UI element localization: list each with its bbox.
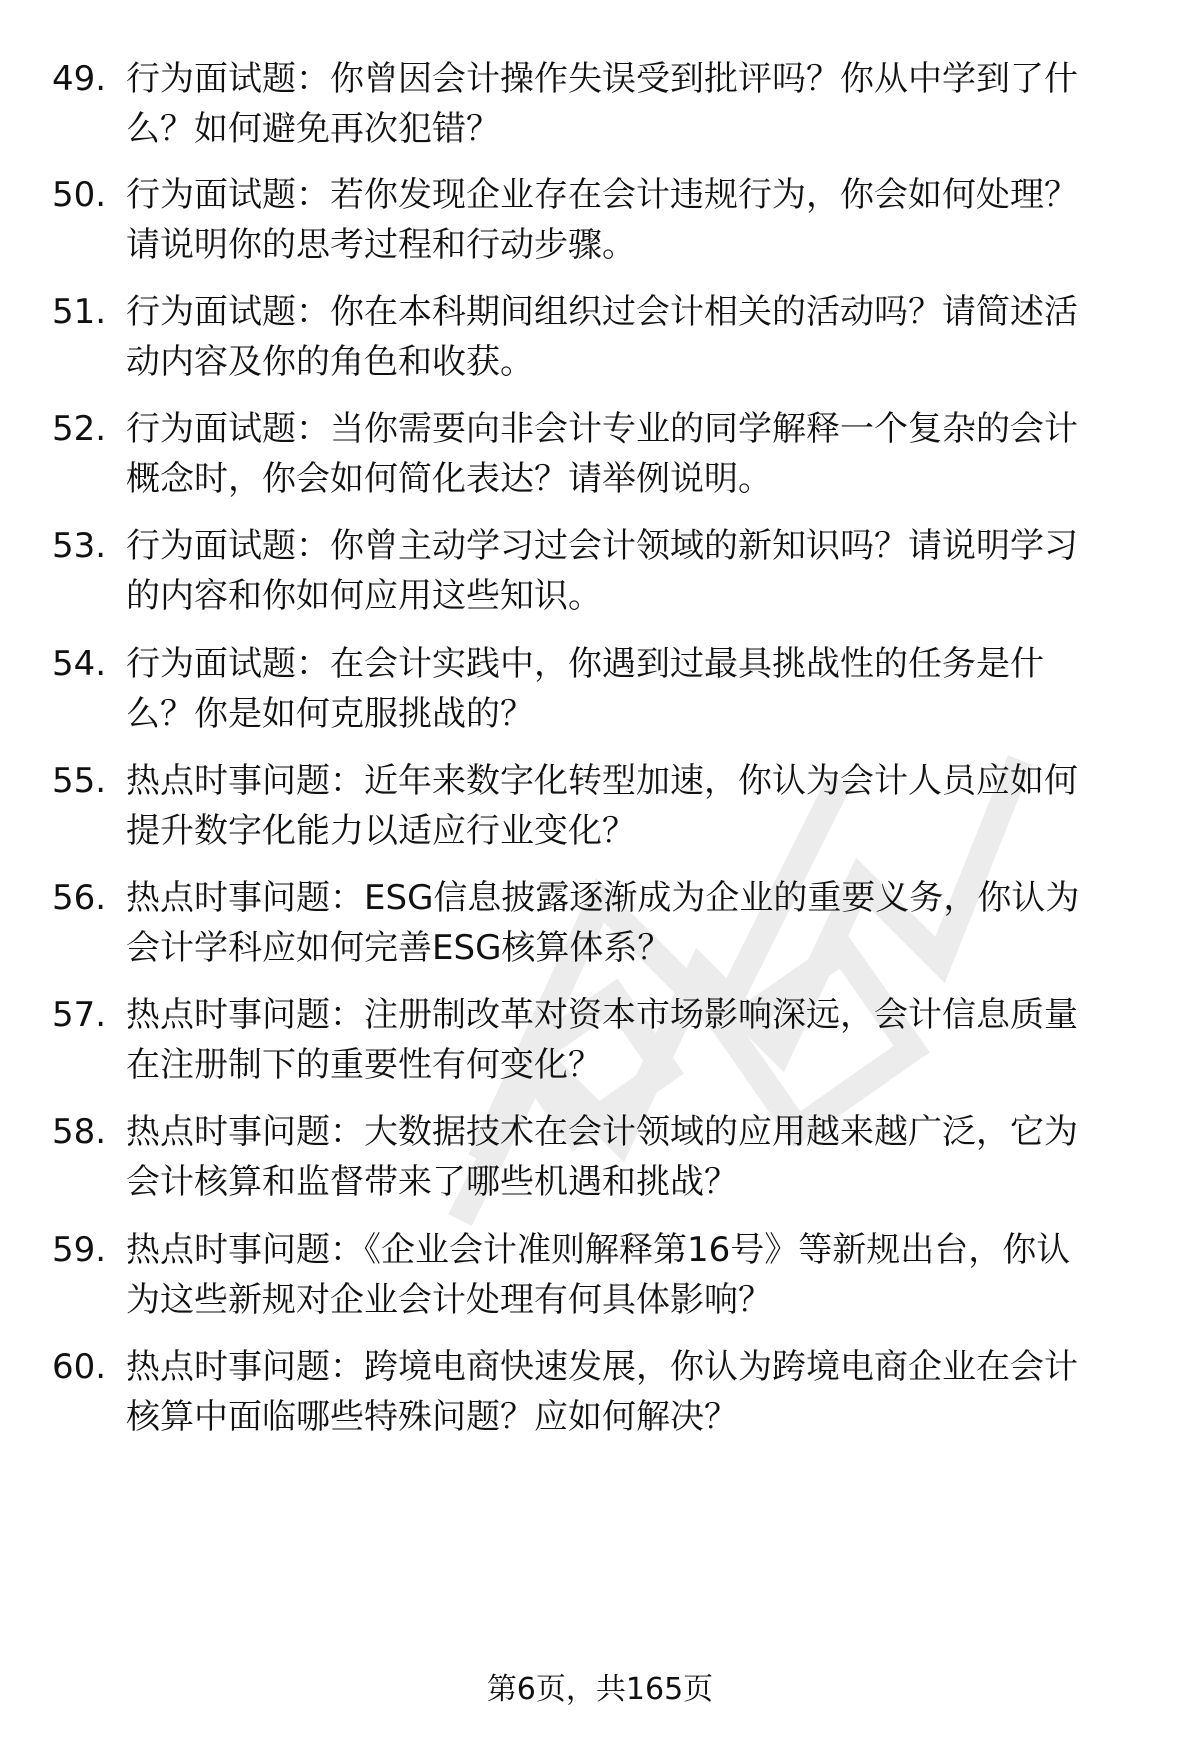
- question-number: 57.: [52, 995, 107, 1035]
- question-item: [52, 1342, 1152, 1442]
- question-line: 在注册制下的重要性有何变化？: [126, 1045, 602, 1085]
- question-line: 行为面试题：若你发现企业存在会计违规行为，你会如何处理？: [126, 175, 1078, 215]
- question-text: [126, 756, 1136, 856]
- question-line: 请说明你的思考过程和行动步骤。: [126, 225, 636, 265]
- question-line: 概念时，你会如何简化表达？请举例说明。: [126, 459, 772, 499]
- question-line: 提升数字化能力以适应行业变化？: [126, 811, 636, 851]
- question-line: 么？如何避免再次犯错？: [126, 109, 500, 149]
- question-line: 行为面试题：你在本科期间组织过会计相关的活动吗？请简述活: [126, 292, 1078, 332]
- question-number: 50.: [52, 175, 107, 215]
- question-line: 为这些新规对企业会计处理有何具体影响？: [126, 1280, 772, 1320]
- question-item: [52, 990, 1152, 1090]
- question-line: 热点时事问题：近年来数字化转型加速，你认为会计人员应如何: [126, 761, 1078, 801]
- question-item: [52, 756, 1152, 856]
- question-line: 行为面试题：你曾因会计操作失误受到批评吗？你从中学到了什: [126, 59, 1078, 99]
- question-line: 热点时事问题：注册制改革对资本市场影响深远，会计信息质量: [126, 995, 1078, 1035]
- question-item: [52, 521, 1152, 621]
- question-line: 会计学科应如何完善ESG核算体系？: [126, 928, 672, 968]
- question-line: 热点时事问题：ESG信息披露逐渐成为企业的重要义务，你认为: [126, 878, 1080, 918]
- question-text: [126, 521, 1136, 621]
- question-number: 55.: [52, 761, 107, 801]
- question-line: 行为面试题：你曾主动学习过会计领域的新知识吗？请说明学习: [126, 526, 1078, 566]
- question-line: 热点时事问题：《企业会计准则解释第16号》等新规出台，你认: [126, 1230, 1071, 1270]
- question-line: 热点时事问题：跨境电商快速发展，你认为跨境电商企业在会计: [126, 1347, 1078, 1387]
- question-number: 59.: [52, 1230, 107, 1270]
- question-text: [126, 404, 1136, 504]
- question-number: 56.: [52, 878, 107, 918]
- question-number: 53.: [52, 526, 107, 566]
- question-text: [126, 1225, 1136, 1325]
- question-text: [126, 170, 1136, 270]
- question-line: 行为面试题：在会计实践中，你遇到过最具挑战性的任务是什: [126, 644, 1044, 684]
- question-line: 核算中面临哪些特殊问题？应如何解决？: [126, 1397, 738, 1437]
- question-item: [52, 639, 1152, 739]
- question-line: 么？你是如何克服挑战的？: [126, 694, 534, 734]
- question-line: 的内容和你如何应用这些知识。: [126, 576, 602, 616]
- question-text: [126, 287, 1136, 387]
- question-item: [52, 287, 1152, 387]
- question-text: [126, 1342, 1136, 1442]
- question-number: 49.: [52, 59, 107, 99]
- question-text: [126, 639, 1136, 739]
- page-footer: 第6页，共165页: [486, 1672, 714, 1707]
- question-number: 54.: [52, 644, 107, 684]
- question-item: [52, 170, 1152, 270]
- question-line: 行为面试题：当你需要向非会计专业的同学解释一个复杂的会计: [126, 409, 1078, 449]
- question-line: 会计核算和监督带来了哪些机遇和挑战？: [126, 1162, 738, 1202]
- question-item: [52, 1107, 1152, 1207]
- question-number: 52.: [52, 409, 107, 449]
- question-item: [52, 1225, 1152, 1325]
- question-number: 58.: [52, 1112, 107, 1152]
- question-text: [126, 990, 1136, 1090]
- question-line: 动内容及你的角色和收获。: [126, 342, 534, 382]
- question-number: 60.: [52, 1347, 107, 1387]
- question-text: [126, 873, 1136, 973]
- question-item: [52, 54, 1152, 154]
- question-item: [52, 873, 1152, 973]
- question-number: 51.: [52, 292, 107, 332]
- question-line: 热点时事问题：大数据技术在会计领域的应用越来越广泛，它为: [126, 1112, 1078, 1152]
- question-text: [126, 1107, 1136, 1207]
- question-item: [52, 404, 1152, 504]
- question-text: [126, 54, 1136, 154]
